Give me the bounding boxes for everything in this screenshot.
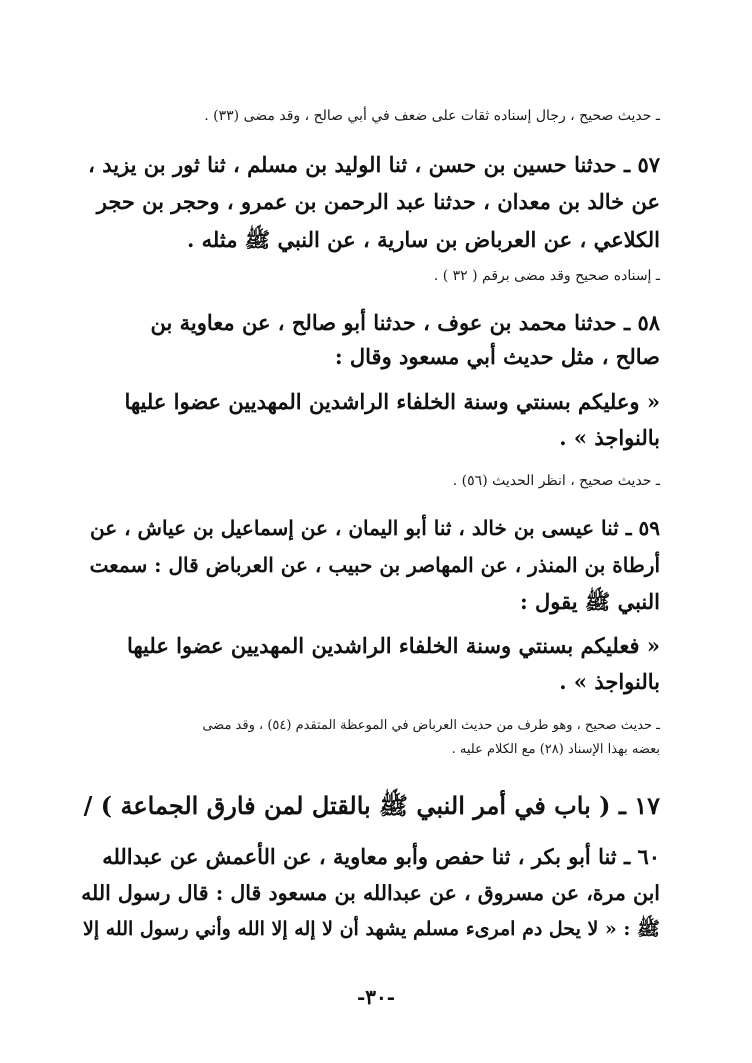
page-number: -٣٠- [356,985,396,1009]
quote-line: « فعليكم بسنتي وسنة الخلفاء الراشدين المهديين عضوا عليها [126,633,660,658]
footnote-line: ـ حديث صحيح ، وهو طرف من حديث العرباض في الموعظة المتقدم (٥٤) ، وقد مضى [202,718,660,733]
chapter-heading: ١٧ ـ ( باب في أمر النبي ﷺ بالقتل لمن فارق الجماعة ) / [83,791,660,820]
footnote-line: ـ حديث صحيح ، رجال إسناده ثقات على ضعف في أبي صالح ، وقد مضى (٣٣) . [204,108,660,124]
hadith-59-line-3: النبي ﷺ يقول : [519,589,660,614]
hadith-59-line-1: ٥٩ ـ ثنا عيسى بن خالد ، ثنا أبو اليمان ، عن إسماعيل بن عياش ، عن [90,516,660,540]
hadith-58-line-2: صالح ، مثل حديث أبي مسعود وقال : [334,344,660,369]
footnote-line: بعضه بهذا الإسناد (٢٨) مع الكلام عليه . [451,742,660,757]
hadith-59-line-2: أرطاة بن المنذر ، عن المهاصر بن حبيب ، عن العرباض قال : سمعت [89,553,660,577]
quote-line: بالنواجذ » . [559,669,660,694]
hadith-60-line-2: ابن مرة، عن مسروق ، عن عبدالله بن مسعود قال : قال رسول الله [81,881,660,905]
quote-line: « وعليكم بسنتي وسنة الخلفاء الراشدين المهديين عضوا عليها [124,389,660,414]
hadith-60-line-1: ٦٠ ـ ثنا أبو بكر ، ثنا حفص وأبو معاوية ، عن الأعمش عن عبدالله [102,844,660,869]
hadith-58-line-1: ٥٨ ـ حدثنا محمد بن عوف ، حدثنا أبو صالح ، عن معاوية بن [150,310,660,335]
footnote-line: ـ حديث صحيح ، انظر الحديث (٥٦) . [452,473,660,489]
hadith-60-line-3: ﷺ : « لا يحل دم امرىء مسلم يشهد أن لا إله إلا الله وأني رسول الله إلا [82,918,660,940]
hadith-57-line-2: عن خالد بن معدان ، حدثنا عبد الرحمن بن عمرو ، وحجر بن حجر [96,189,660,214]
hadith-57-line-1: ٥٧ ـ حدثنا حسين بن حسن ، ثنا الوليد بن مسلم ، ثنا ثور بن يزيد ، [88,152,660,177]
hadith-57-line-3: الكلاعي ، عن العرباض بن سارية ، عن النبي ﷺ مثله . [187,227,660,252]
quote-line: بالنواجذ » . [559,425,660,450]
footnote-line: ـ إسناده صحيح وقد مضى برقم ( ٣٢ ) . [433,268,660,284]
